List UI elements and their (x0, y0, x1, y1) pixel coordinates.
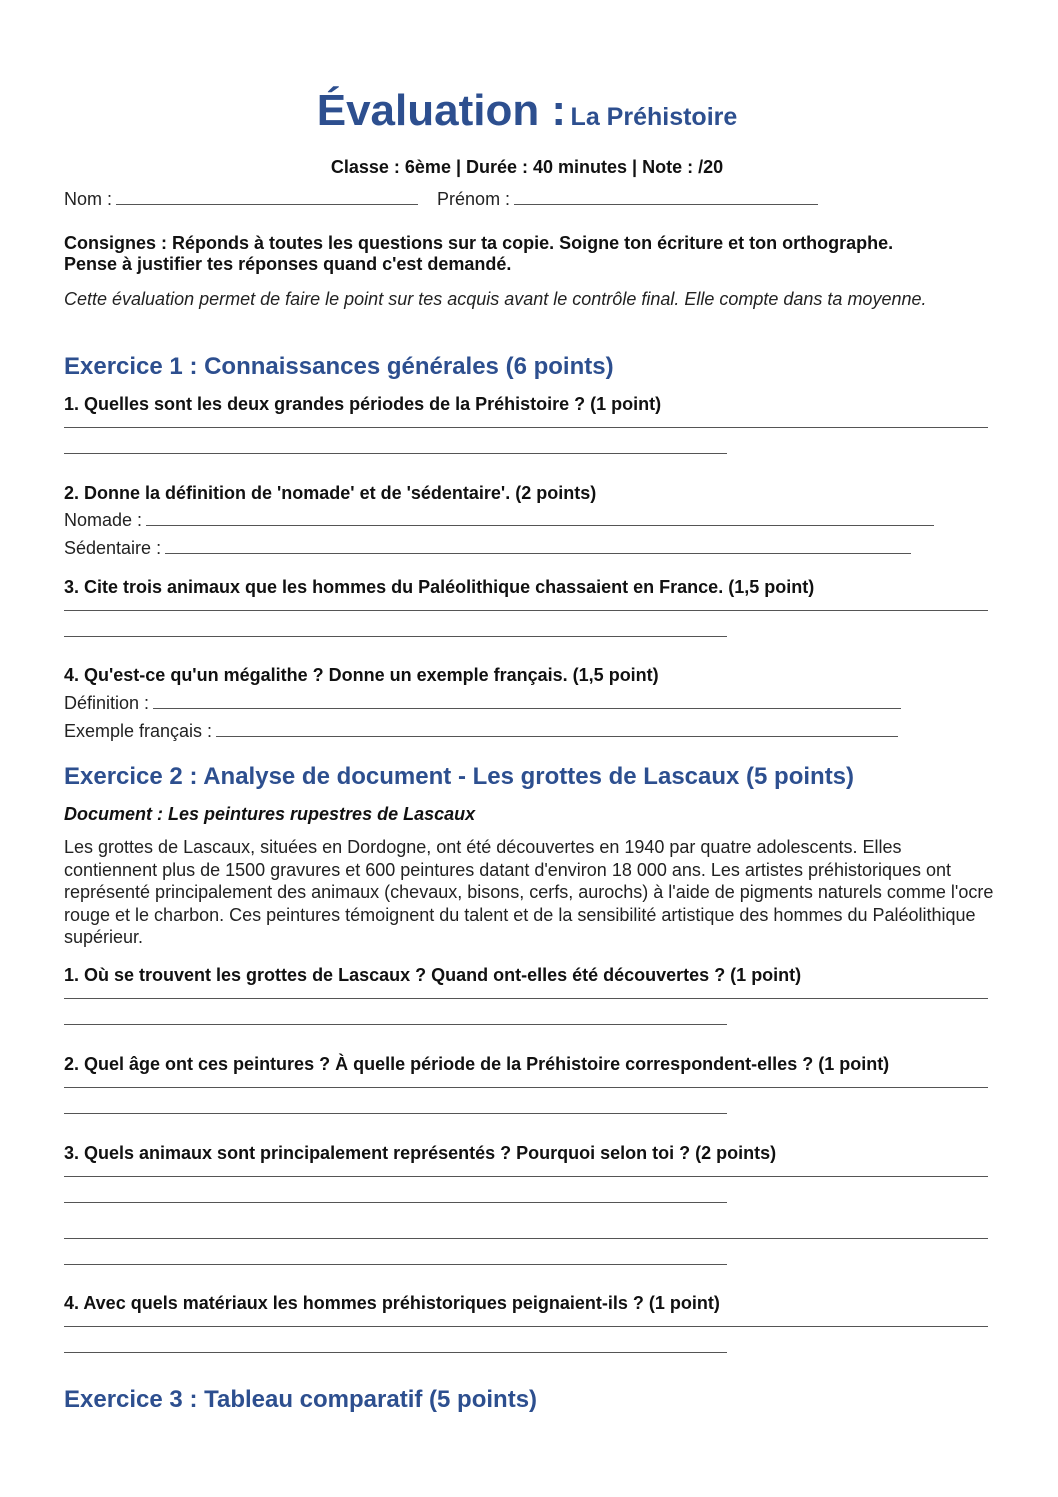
answer-line[interactable] (64, 998, 988, 999)
exercise-2-heading: Exercice 2 : Analyse de document - Les grottes de Lascaux (5 points) (64, 763, 855, 790)
answer-line[interactable] (64, 610, 988, 611)
document-text: Les grottes de Lascaux, situées en Dordogne, ont été découvertes en 1940 par quatre adolescents. Elles contiennent plus de 1500 gravures et 600 peintures datant d'environ 18 000 ans. Les artistes préhistoriques ont représenté principalement des animaux (chevaux, bisons, cerfs, aurochs) à l'aide de pigments naturels comme l'ocre rouge et le charbon. Ces peintures témoignent du talent et de la sensibilité artistique des hommes du Paléolithique supérieur. (64, 837, 994, 947)
exemple-row (64, 721, 898, 742)
title-main: Évaluation : (316, 86, 567, 135)
document-title: Document : Les peintures rupestres de Lascaux (64, 804, 476, 824)
class-info: Classe : 6ème | Durée : 40 minutes | Note : /20 (330, 157, 724, 177)
nomade-row (64, 510, 934, 531)
instructions (64, 233, 990, 275)
sedentaire-label: Sédentaire : (64, 538, 162, 558)
instructions-line-1: Consignes : Réponds à toutes les questions sur ta copie. Soigne ton écriture et ton orthographe. (64, 233, 894, 253)
answer-line[interactable] (64, 1087, 988, 1088)
answer-line[interactable] (64, 1264, 727, 1265)
ex1-question-4: 4. Qu'est-ce qu'un mégalithe ? Donne un exemple français. (1,5 point) (64, 665, 659, 685)
answer-line[interactable] (64, 1352, 727, 1353)
student-identity-row (64, 189, 818, 210)
intro-note: Cette évaluation permet de faire le point sur tes acquis avant le contrôle final. Elle compte dans ta moyenne. (64, 289, 927, 309)
answer-line[interactable] (64, 453, 727, 454)
definition-field[interactable] (153, 707, 901, 709)
answer-line[interactable] (64, 636, 727, 637)
prenom-label: Prénom : (437, 189, 511, 209)
ex1-question-3: 3. Cite trois animaux que les hommes du Paléolithique chassaient en France. (1,5 point) (64, 577, 815, 597)
exemple-label: Exemple français : (64, 721, 213, 741)
ex1-question-1: 1. Quelles sont les deux grandes périodes de la Préhistoire ? (1 point) (64, 394, 662, 414)
definition-row (64, 693, 901, 714)
nom-label: Nom : (64, 189, 113, 209)
ex2-question-3: 3. Quels animaux sont principalement représentés ? Pourquoi selon toi ? (2 points) (64, 1143, 777, 1163)
ex2-question-1: 1. Où se trouvent les grottes de Lascaux ? Quand ont-elles été découvertes ? (1 point) (64, 965, 802, 985)
answer-line[interactable] (64, 1024, 727, 1025)
exemple-field[interactable] (216, 735, 898, 737)
answer-line[interactable] (64, 427, 988, 428)
definition-label: Définition : (64, 693, 150, 713)
nom-field[interactable] (116, 203, 418, 205)
answer-line[interactable] (64, 1202, 727, 1203)
prenom-field[interactable] (514, 203, 818, 205)
ex1-question-2: 2. Donne la définition de 'nomade' et de 'sédentaire'. (2 points) (64, 483, 597, 503)
nomade-label: Nomade : (64, 510, 143, 530)
instructions-line-2: Pense à justifier tes réponses quand c'est demandé. (64, 254, 512, 274)
ex2-question-4: 4. Avec quels matériaux les hommes préhistoriques peignaient-ils ? (1 point) (64, 1293, 720, 1313)
page-title (64, 86, 990, 136)
answer-line[interactable] (64, 1326, 988, 1327)
title-subject: La Préhistoire (570, 103, 738, 131)
exercise-3-heading: Exercice 3 : Tableau comparatif (5 points) (64, 1386, 538, 1413)
exercise-1-heading: Exercice 1 : Connaissances générales (6 points) (64, 353, 614, 380)
answer-line[interactable] (64, 1113, 727, 1114)
answer-line[interactable] (64, 1176, 988, 1177)
answer-line[interactable] (64, 1238, 988, 1239)
nomade-field[interactable] (146, 524, 934, 526)
sedentaire-field[interactable] (165, 552, 911, 554)
sedentaire-row (64, 538, 911, 559)
ex2-question-2: 2. Quel âge ont ces peintures ? À quelle période de la Préhistoire correspondent-elles ? (1 point) (64, 1054, 890, 1074)
